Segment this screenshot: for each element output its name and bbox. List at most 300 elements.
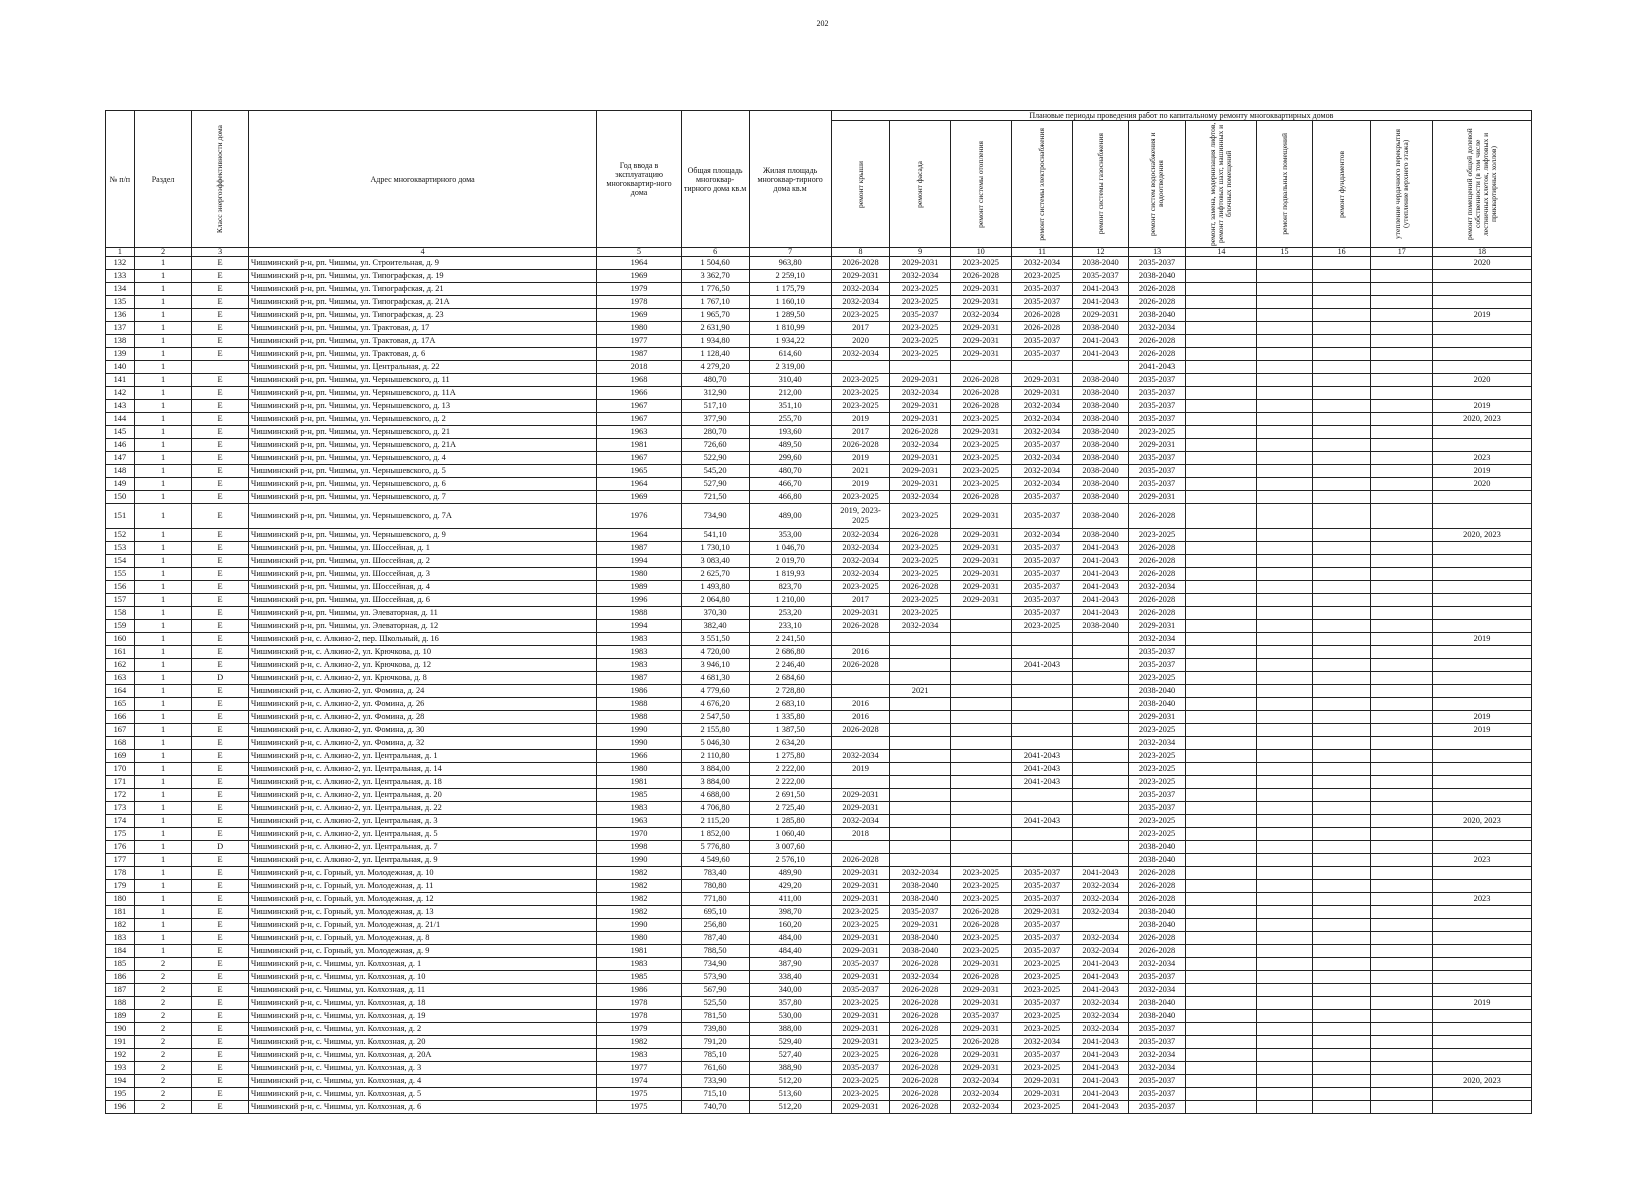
table-cell: E: [192, 1010, 249, 1023]
table-cell: 2019: [1433, 724, 1532, 737]
table-cell: [1186, 984, 1257, 997]
table-cell: 2041-2043: [1128, 361, 1186, 374]
table-cell: [1371, 672, 1433, 685]
table-cell: 2026-2028: [1128, 348, 1186, 361]
table-row: [106, 309, 1532, 322]
table-cell: 530,00: [749, 1010, 831, 1023]
table-cell: 1981: [597, 945, 681, 958]
table-cell: 2041-2043: [1073, 1088, 1129, 1101]
table-cell: 1990: [597, 737, 681, 750]
table-cell: [1257, 270, 1313, 283]
table-cell: [1257, 1023, 1313, 1036]
table-cell: 2023-2025: [1128, 828, 1186, 841]
table-cell: E: [192, 296, 249, 309]
table-cell: 2038-2040: [1073, 400, 1129, 413]
table-cell: [1186, 348, 1257, 361]
table-cell: [1257, 465, 1313, 478]
table-cell: [1186, 763, 1257, 776]
table-cell: 783,40: [681, 867, 749, 880]
table-cell: 4 549,60: [681, 854, 749, 867]
table-cell: 2032-2034: [1073, 893, 1129, 906]
column-number: 16: [1312, 248, 1371, 257]
table-cell: [1257, 763, 1313, 776]
table-cell: E: [192, 854, 249, 867]
table-cell: 1964: [597, 257, 681, 270]
table-cell: 2035-2037: [1011, 932, 1073, 945]
table-cell: 146: [106, 439, 135, 452]
table-cell: 2026-2028: [1128, 555, 1186, 568]
table-cell: [1257, 1049, 1313, 1062]
table-cell: 1967: [597, 400, 681, 413]
table-cell: [1073, 802, 1129, 815]
table-cell: 2032-2034: [1011, 413, 1073, 426]
table-cell: [890, 815, 951, 828]
table-cell: 2038-2040: [1073, 465, 1129, 478]
table-cell: [1186, 1101, 1257, 1114]
table-cell: [950, 685, 1011, 698]
table-cell: 233,10: [749, 620, 831, 633]
table-cell: [950, 711, 1011, 724]
table-cell: 2023-2025: [1128, 724, 1186, 737]
table-cell: 1: [134, 387, 192, 400]
table-cell: 1 210,00: [749, 594, 831, 607]
table-cell: [1073, 763, 1129, 776]
table-cell: 2021: [890, 685, 951, 698]
table-cell: [1186, 1049, 1257, 1062]
table-cell: 1: [134, 270, 192, 283]
table-cell: 2016: [831, 698, 890, 711]
table-cell: [1371, 568, 1433, 581]
table-cell: 2035-2037: [1011, 491, 1073, 504]
table-cell: 2038-2040: [890, 945, 951, 958]
table-cell: [1433, 906, 1532, 919]
address-cell: Чишминский р-н, с. Горный, ул. Молодежная, д. 11: [248, 880, 597, 893]
table-cell: 2023-2025: [890, 335, 951, 348]
address-cell: Чишминский р-н, рп. Чишмы, ул. Чернышевского, д. 21А: [248, 439, 597, 452]
table-cell: [1257, 335, 1313, 348]
table-cell: [1011, 711, 1073, 724]
table-cell: 2 631,90: [681, 322, 749, 335]
table-cell: 370,30: [681, 607, 749, 620]
table-cell: [1186, 452, 1257, 465]
table-cell: E: [192, 439, 249, 452]
table-cell: E: [192, 594, 249, 607]
table-cell: 2023-2025: [1128, 672, 1186, 685]
table-cell: [1073, 361, 1129, 374]
table-cell: 1983: [597, 633, 681, 646]
table-cell: [1371, 1023, 1433, 1036]
table-cell: 2032-2034: [1073, 880, 1129, 893]
table-cell: [1433, 1036, 1532, 1049]
table-cell: 340,00: [749, 984, 831, 997]
table-cell: [1312, 529, 1371, 542]
table-row: [106, 283, 1532, 296]
table-cell: 1976: [597, 504, 681, 529]
column-number: 2: [134, 248, 192, 257]
table-cell: 161: [106, 646, 135, 659]
address-cell: Чишминский р-н, рп. Чишмы, ул. Чернышевского, д. 11А: [248, 387, 597, 400]
table-cell: 157: [106, 594, 135, 607]
table-cell: [1011, 724, 1073, 737]
table-cell: [1433, 763, 1532, 776]
table-cell: [1257, 659, 1313, 672]
table-cell: [1433, 555, 1532, 568]
table-cell: 484,40: [749, 945, 831, 958]
table-cell: 1982: [597, 893, 681, 906]
table-cell: [1433, 802, 1532, 815]
address-cell: Чишминский р-н, с. Горный, ул. Молодежная, д. 12: [248, 893, 597, 906]
table-cell: 2038-2040: [1128, 1010, 1186, 1023]
table-cell: [1186, 335, 1257, 348]
table-cell: E: [192, 906, 249, 919]
table-cell: [1257, 698, 1313, 711]
table-cell: [1371, 387, 1433, 400]
table-cell: 2026-2028: [890, 426, 951, 439]
table-cell: [1257, 854, 1313, 867]
table-cell: 2038-2040: [1128, 270, 1186, 283]
address-cell: Чишминский р-н, с. Алкино-2, ул. Фомина, д. 28: [248, 711, 597, 724]
table-cell: 527,90: [681, 478, 749, 491]
table-cell: 2 246,40: [749, 659, 831, 672]
table-cell: [1186, 413, 1257, 426]
table-cell: [1186, 854, 1257, 867]
table-cell: 2023-2025: [1011, 984, 1073, 997]
capital-repair-table: [105, 110, 1532, 1114]
table-cell: E: [192, 919, 249, 932]
table-cell: [1186, 283, 1257, 296]
table-row: [106, 698, 1532, 711]
table-cell: 1: [134, 491, 192, 504]
table-cell: [950, 672, 1011, 685]
table-cell: 2035-2037: [950, 1010, 1011, 1023]
table-cell: [1312, 413, 1371, 426]
table-row: [106, 426, 1532, 439]
table-cell: 2020, 2023: [1433, 413, 1532, 426]
table-cell: 1 493,80: [681, 581, 749, 594]
table-cell: 2026-2028: [890, 1062, 951, 1075]
table-cell: 2023-2025: [831, 1049, 890, 1062]
table-cell: 2029-2031: [950, 1062, 1011, 1075]
table-cell: 2016: [831, 711, 890, 724]
table-cell: 2035-2037: [1011, 1049, 1073, 1062]
table-cell: 2035-2037: [831, 984, 890, 997]
table-cell: 2023-2025: [1128, 815, 1186, 828]
table-cell: 2029-2031: [1011, 906, 1073, 919]
col-header-1: № п/п: [106, 111, 135, 248]
col-header-2: Раздел: [134, 111, 192, 248]
table-cell: 2023-2025: [1011, 620, 1073, 633]
table-cell: 2023-2025: [1128, 750, 1186, 763]
table-cell: 2035-2037: [1128, 802, 1186, 815]
table-cell: 1980: [597, 932, 681, 945]
table-cell: 1987: [597, 672, 681, 685]
table-cell: [1186, 387, 1257, 400]
address-cell: Чишминский р-н, с. Чишмы, ул. Колхозная, д. 2: [248, 1023, 597, 1036]
address-cell: Чишминский р-н, рп. Чишмы, ул. Чернышевского, д. 11: [248, 374, 597, 387]
table-cell: 191: [106, 1036, 135, 1049]
table-cell: 1: [134, 698, 192, 711]
address-cell: Чишминский р-н, рп. Чишмы, ул. Чернышевского, д. 9: [248, 529, 597, 542]
table-cell: 2023-2025: [831, 919, 890, 932]
table-cell: 2032-2034: [831, 348, 890, 361]
table-cell: 2032-2034: [1011, 400, 1073, 413]
table-cell: 2035-2037: [1128, 413, 1186, 426]
address-cell: Чишминский р-н, рп. Чишмы, ул. Шоссейная, д. 6: [248, 594, 597, 607]
table-cell: [1257, 309, 1313, 322]
address-cell: Чишминский р-н, с. Чишмы, ул. Колхозная, д. 20: [248, 1036, 597, 1049]
table-cell: 3 884,00: [681, 776, 749, 789]
table-cell: 2035-2037: [1128, 1036, 1186, 1049]
table-cell: 1: [134, 750, 192, 763]
table-cell: 2032-2034: [831, 283, 890, 296]
table-cell: 2026-2028: [890, 529, 951, 542]
table-cell: [890, 776, 951, 789]
table-cell: 823,70: [749, 581, 831, 594]
table-cell: 2035-2037: [1011, 568, 1073, 581]
table-row: [106, 413, 1532, 426]
table-cell: 2026-2028: [1128, 945, 1186, 958]
table-cell: [1312, 594, 1371, 607]
table-cell: 2035-2037: [1128, 1023, 1186, 1036]
table-cell: [1257, 750, 1313, 763]
table-cell: 1963: [597, 426, 681, 439]
table-cell: 1980: [597, 763, 681, 776]
table-cell: 2032-2034: [890, 270, 951, 283]
table-cell: [1312, 815, 1371, 828]
table-cell: [1186, 607, 1257, 620]
table-cell: 1963: [597, 815, 681, 828]
address-cell: Чишминский р-н, рп. Чишмы, ул. Центральная, д. 22: [248, 361, 597, 374]
table-cell: 2026-2028: [890, 1101, 951, 1114]
table-cell: [890, 672, 951, 685]
table-cell: [890, 802, 951, 815]
column-number: 17: [1371, 248, 1433, 257]
table-cell: 2038-2040: [1073, 491, 1129, 504]
address-cell: Чишминский р-н, с. Алкино-2, ул. Центральная, д. 20: [248, 789, 597, 802]
table-cell: 145: [106, 426, 135, 439]
table-cell: 2023-2025: [1128, 763, 1186, 776]
table-cell: [1433, 750, 1532, 763]
address-cell: Чишминский р-н, с. Алкино-2, ул. Крючкова, д. 12: [248, 659, 597, 672]
table-cell: 2041-2043: [1073, 1049, 1129, 1062]
table-cell: [831, 685, 890, 698]
table-cell: [1257, 906, 1313, 919]
table-cell: 1: [134, 880, 192, 893]
table-cell: 2023-2025: [890, 504, 951, 529]
table-cell: [1186, 698, 1257, 711]
table-cell: 2029-2031: [950, 555, 1011, 568]
table-cell: E: [192, 491, 249, 504]
table-cell: 187: [106, 984, 135, 997]
table-cell: 1978: [597, 296, 681, 309]
table-cell: E: [192, 322, 249, 335]
table-cell: [1312, 737, 1371, 750]
table-cell: [1371, 919, 1433, 932]
table-cell: [1186, 555, 1257, 568]
table-cell: 2026-2028: [890, 1023, 951, 1036]
table-cell: 160,20: [749, 919, 831, 932]
table-cell: 1 335,80: [749, 711, 831, 724]
table-cell: [1312, 1062, 1371, 1075]
table-cell: 1: [134, 620, 192, 633]
table-cell: 2032-2034: [1073, 997, 1129, 1010]
address-cell: Чишминский р-н, рп. Чишмы, ул. Шоссейная, д. 4: [248, 581, 597, 594]
table-row: [106, 958, 1532, 971]
address-cell: Чишминский р-н, рп. Чишмы, ул. Шоссейная, д. 2: [248, 555, 597, 568]
table-cell: 3 083,40: [681, 555, 749, 568]
table-cell: 2038-2040: [1073, 478, 1129, 491]
table-cell: 2032-2034: [831, 529, 890, 542]
table-cell: [1257, 880, 1313, 893]
table-cell: [1312, 542, 1371, 555]
table-cell: 2 319,00: [749, 361, 831, 374]
table-cell: [1371, 997, 1433, 1010]
table-cell: 2032-2034: [1128, 737, 1186, 750]
table-cell: [1312, 387, 1371, 400]
table-cell: 2038-2040: [1073, 452, 1129, 465]
table-cell: 2: [134, 1088, 192, 1101]
table-cell: 2035-2037: [1128, 646, 1186, 659]
column-number: 1: [106, 248, 135, 257]
table-cell: 2035-2037: [1011, 283, 1073, 296]
table-cell: 1967: [597, 452, 681, 465]
table-cell: 2: [134, 1075, 192, 1088]
table-cell: E: [192, 335, 249, 348]
table-cell: [1073, 724, 1129, 737]
table-cell: 1 730,10: [681, 542, 749, 555]
table-cell: [1257, 828, 1313, 841]
table-cell: [1312, 672, 1371, 685]
table-cell: 1 289,50: [749, 309, 831, 322]
table-cell: 2032-2034: [1073, 945, 1129, 958]
table-cell: 2038-2040: [1128, 997, 1186, 1010]
address-cell: Чишминский р-н, с. Алкино-2, ул. Крючкова, д. 8: [248, 672, 597, 685]
table-cell: 4 720,00: [681, 646, 749, 659]
table-cell: [1371, 607, 1433, 620]
table-row: [106, 542, 1532, 555]
table-cell: [1371, 309, 1433, 322]
table-cell: [1186, 789, 1257, 802]
table-cell: 2026-2028: [950, 919, 1011, 932]
table-cell: 193: [106, 1062, 135, 1075]
table-row: [106, 685, 1532, 698]
table-cell: 2026-2028: [950, 971, 1011, 984]
table-cell: E: [192, 750, 249, 763]
table-cell: 4 688,00: [681, 789, 749, 802]
table-cell: 1: [134, 711, 192, 724]
table-cell: 480,70: [681, 374, 749, 387]
table-cell: 136: [106, 309, 135, 322]
table-row: [106, 478, 1532, 491]
table-cell: 2032-2034: [1128, 1062, 1186, 1075]
table-cell: 2041-2043: [1011, 659, 1073, 672]
table-cell: 1 504,60: [681, 257, 749, 270]
table-cell: 2: [134, 1036, 192, 1049]
table-cell: 212,00: [749, 387, 831, 400]
table-cell: [1312, 659, 1371, 672]
table-cell: E: [192, 646, 249, 659]
table-cell: [1433, 620, 1532, 633]
table-cell: [1011, 646, 1073, 659]
table-cell: E: [192, 698, 249, 711]
table-cell: D: [192, 672, 249, 685]
table-cell: [1257, 1101, 1313, 1114]
table-cell: 2016: [831, 646, 890, 659]
table-cell: [1186, 828, 1257, 841]
table-cell: 2032-2034: [831, 815, 890, 828]
table-cell: 2041-2043: [1011, 776, 1073, 789]
table-cell: 1: [134, 504, 192, 529]
table-cell: [1312, 958, 1371, 971]
table-cell: [1011, 802, 1073, 815]
table-cell: 1988: [597, 711, 681, 724]
table-cell: [1433, 1010, 1532, 1023]
table-cell: 255,70: [749, 413, 831, 426]
column-number: 10: [950, 248, 1011, 257]
table-cell: [1186, 374, 1257, 387]
table-cell: 1: [134, 439, 192, 452]
table-cell: 1: [134, 646, 192, 659]
table-cell: 142: [106, 387, 135, 400]
table-cell: 2020: [1433, 257, 1532, 270]
table-cell: 1: [134, 828, 192, 841]
table-cell: 2029-2031: [950, 568, 1011, 581]
table-cell: [1433, 387, 1532, 400]
table-cell: 2035-2037: [1128, 374, 1186, 387]
table-cell: 2023-2025: [831, 581, 890, 594]
table-cell: [1257, 789, 1313, 802]
table-cell: 1977: [597, 335, 681, 348]
table-row: [106, 465, 1532, 478]
table-cell: 512,20: [749, 1075, 831, 1088]
col-header-8: ремонт крыши: [831, 121, 890, 248]
table-cell: 2 222,00: [749, 776, 831, 789]
table-cell: 2 115,20: [681, 815, 749, 828]
table-row: [106, 737, 1532, 750]
table-cell: [1371, 789, 1433, 802]
table-cell: 2029-2031: [831, 789, 890, 802]
table-cell: 2023-2025: [831, 906, 890, 919]
table-cell: 2023-2025: [890, 607, 951, 620]
address-cell: Чишминский р-н, рп. Чишмы, ул. Трактовая, д. 17А: [248, 335, 597, 348]
table-cell: 2032-2034: [890, 971, 951, 984]
table-cell: [1312, 971, 1371, 984]
table-cell: 2038-2040: [890, 893, 951, 906]
table-cell: [1371, 594, 1433, 607]
table-cell: [1433, 945, 1532, 958]
table-cell: 134: [106, 283, 135, 296]
table-cell: [1371, 828, 1433, 841]
table-cell: [1257, 478, 1313, 491]
table-cell: [1186, 309, 1257, 322]
table-body: [106, 248, 1532, 1114]
table-cell: [1312, 906, 1371, 919]
address-cell: Чишминский р-н, рп. Чишмы, ул. Шоссейная, д. 1: [248, 542, 597, 555]
table-cell: [1433, 491, 1532, 504]
table-cell: [1433, 1049, 1532, 1062]
table-cell: [1371, 1088, 1433, 1101]
table-cell: [1073, 776, 1129, 789]
table-cell: 2038-2040: [1073, 504, 1129, 529]
table-cell: 2026-2028: [950, 270, 1011, 283]
table-cell: [1186, 1075, 1257, 1088]
table-cell: 484,00: [749, 932, 831, 945]
table-cell: 1: [134, 659, 192, 672]
table-cell: 2026-2028: [950, 491, 1011, 504]
table-cell: 1: [134, 867, 192, 880]
table-cell: 1983: [597, 958, 681, 971]
table-cell: 2026-2028: [950, 1036, 1011, 1049]
